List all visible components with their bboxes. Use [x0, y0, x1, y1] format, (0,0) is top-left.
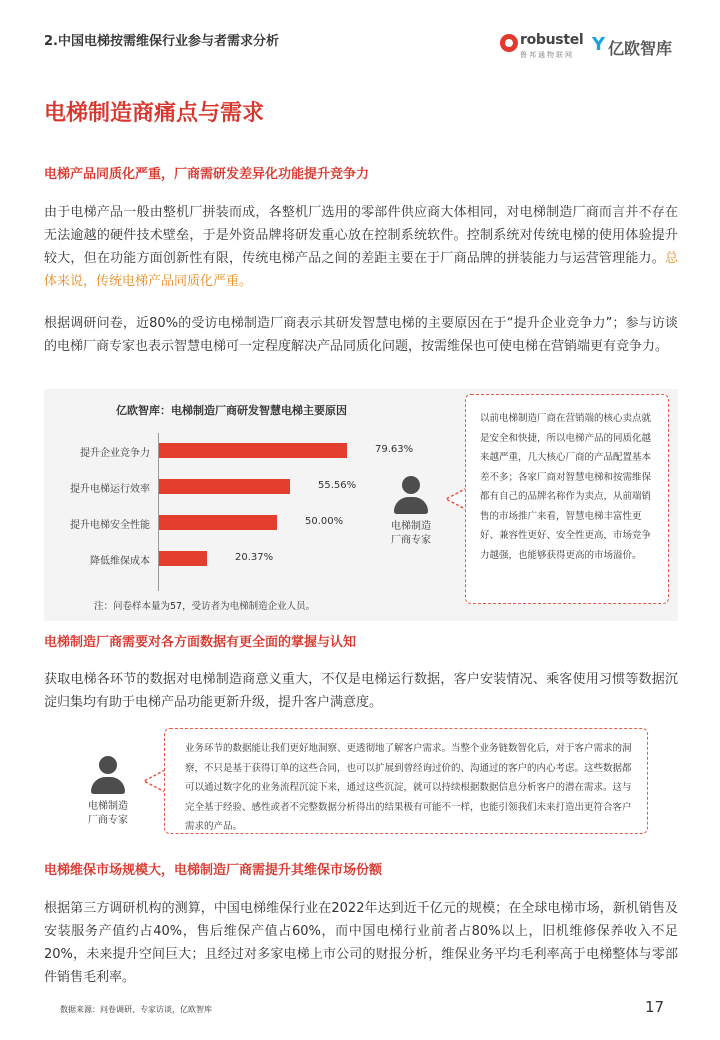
expert2-caption-line2: 厂商专家 [88, 815, 128, 826]
section2-heading: 电梯制造厂商需要对各方面数据有更全面的掌握与认知 [44, 635, 357, 650]
expert1-quote-bubble: 以前电梯制造厂商在营销端的核心卖点就是安全和快捷，所以电梯产品的同质化越来越严重，几大核心厂商的产品配置基本差不多；各家厂商对智慧电梯和按需维保都有自己的品牌名称作为卖点，从前端销售的市场推广来看，智慧电梯丰富性更好、兼容性更好、安全性更高，市场竞争力越强，也能够获得更高的市场溢价。 [465, 394, 669, 604]
section1-paragraph1-text: 由于电梯产品一般由整机厂拼装而成，各整机厂选用的零部件供应商大体相同，对电梯制造厂商而言并不存在无法逾越的硬件技术壁垒，于是外资品牌将研发重心放在控制系统软件。控制系统对传统电梯的使用体验提升较大，但在功能方面创新性有限，传统电梯产品之间的差距主要在于厂商品牌的拼装能力与运营管理能力。 [44, 205, 678, 266]
section-header-title: 2.中国电梯按需维保行业参与者需求分析 [44, 34, 279, 49]
chart-note: 注：问卷样本量为57，受访者为电梯制造企业人员。 [94, 601, 316, 612]
section1-paragraph1-highlight: 总体来说，传统电梯产品同质化严重。 [44, 251, 678, 289]
iyiou-mark-icon: Y [592, 34, 606, 55]
footer-source: 数据来源：问卷调研、专家访谈，亿欧智库 [60, 1005, 212, 1014]
expert2-quote-bubble: 业务环节的数据能让我们更好地洞察、更透彻地了解客户需求。当整个业务链数智化后，对于客户需求的洞察，不只是基于获得订单的这些合同，也可以扩展到曾经询过价的、沟通过的客户的内心考虑。这些数据都可以通过数字化的业务流程沉淀下来，通过这些沉淀，就可以持续根据数据信息分析客户的潜在需求。这与完全基于经验、感性或者不完整数据分析得出的结果极有可能不一样，也能引领我们未来打造出更符合客户需求的产品。 [164, 728, 648, 834]
section1-paragraph2: 根据调研问卷，近80%的受访电梯制造厂商表示其研发智慧电梯的主要原因在于“提升企业竞争力”；参与访谈的电梯厂商专家也表示智慧电梯可一定程度解决产品同质化问题，按需维保也可使电梯在营销端更有竞争力。 [44, 316, 678, 354]
bar [159, 515, 277, 530]
section1-heading: 电梯产品同质化严重，厂商需研发差异化功能提升竞争力 [44, 167, 370, 182]
robustel-mark-icon [500, 34, 518, 52]
expert1-caption-line2: 厂商专家 [391, 535, 431, 546]
section1-paragraph1 [44, 201, 678, 293]
iyiou-logo [592, 34, 682, 58]
bar-label: 提升电梯安全性能 [70, 520, 150, 531]
page-number: 17 [645, 998, 665, 1016]
bubble2-pointer [142, 768, 166, 794]
robustel-logo [500, 32, 584, 62]
bar [159, 551, 207, 566]
expert1-caption-line1: 电梯制造 [391, 521, 431, 532]
section2-paragraph: 获取电梯各环节的数据对电梯制造商意义重大，不仅是电梯运行数据，客户安装情况、乘客使用习惯等数据沉淀归集均有助于电梯产品功能更新升级，提升客户满意度。 [44, 672, 678, 710]
expert-person-icon [90, 756, 126, 796]
chart-title: 亿欧智库：电梯制造厂商研发智慧电梯主要原因 [116, 404, 347, 417]
section3-paragraph: 根据第三方调研机构的测算，中国电梯维保行业在2022年达到近千亿元的规模；在全球电梯市场，新机销售及安装服务产值约占40%，售后维保产值占60%，而中国电梯行业前者占80%以上，旧机维修保养收入不足20%，未来提升空间巨大；且经过对多家电梯上市公司的财报分析，维保业务平均毛利率高于电梯整体与零部件销售毛利率。 [44, 901, 678, 985]
bar-label: 提升电梯运行效率 [70, 484, 150, 495]
robustel-logo-sub: 鲁邦通物联网 [520, 51, 574, 59]
bar-value-label: 79.63% [375, 444, 414, 455]
bar [159, 443, 347, 458]
robustel-logo-word: robustel [520, 32, 584, 48]
bar-value-label: 55.56% [318, 480, 357, 491]
expert2-caption [77, 800, 139, 828]
iyiou-logo-text: 亿欧智库 [608, 39, 673, 58]
bar-value-label: 50.00% [305, 516, 344, 527]
bar-label: 提升企业竞争力 [80, 448, 150, 459]
expert2-caption-line1: 电梯制造 [88, 801, 128, 812]
expert-person-icon [393, 476, 429, 516]
section3-heading: 电梯维保市场规模大，电梯制造厂商需提升其维保市场份额 [44, 863, 383, 878]
page-title: 电梯制造商痛点与需求 [44, 101, 265, 126]
bar-value-label: 20.37% [235, 552, 274, 563]
expert1-caption [380, 520, 442, 548]
bar [159, 479, 290, 494]
bar-label: 降低维保成本 [90, 556, 150, 567]
